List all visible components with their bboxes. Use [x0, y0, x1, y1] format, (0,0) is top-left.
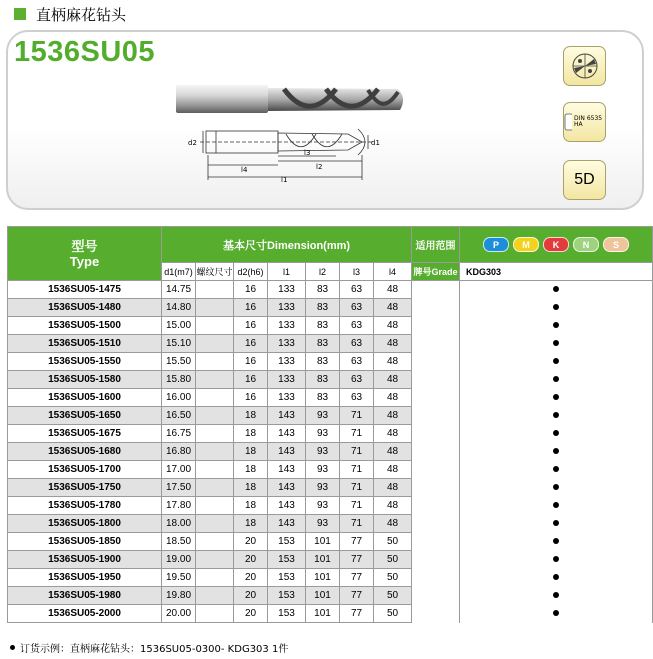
cell-l1: 153: [268, 569, 306, 587]
cell-grade-blank: [412, 371, 460, 389]
material-p-badge: P: [483, 237, 509, 252]
cell-type: 1536SU05-1580: [8, 371, 162, 389]
cell-l4: 48: [374, 407, 412, 425]
cell-grade: [460, 425, 653, 443]
cell-l1: 143: [268, 461, 306, 479]
cell-d2: 20: [234, 551, 268, 569]
cell-d1: 15.10: [162, 335, 196, 353]
section-header: [14, 4, 126, 24]
label-l2: l2: [316, 163, 323, 171]
table-row: [8, 587, 653, 605]
order-example: [10, 640, 288, 655]
availability-dot-icon: [553, 502, 559, 508]
cell-l4: 48: [374, 515, 412, 533]
availability-dot-icon: [553, 610, 559, 616]
cell-d2: 16: [234, 353, 268, 371]
header-l2: l2: [306, 263, 340, 281]
cell-grade-blank: [412, 569, 460, 587]
cell-l3: 77: [340, 587, 374, 605]
cell-grade: [460, 317, 653, 335]
cell-d2: 16: [234, 281, 268, 299]
cell-d1: 19.80: [162, 587, 196, 605]
availability-dot-icon: [553, 304, 559, 310]
cell-l1: 143: [268, 479, 306, 497]
cell-type: 1536SU05-1800: [8, 515, 162, 533]
cell-thread: [196, 497, 234, 515]
cell-l2: 93: [306, 515, 340, 533]
cell-l2: 101: [306, 551, 340, 569]
cell-grade: [460, 515, 653, 533]
cell-grade-blank: [412, 425, 460, 443]
cell-l4: 48: [374, 353, 412, 371]
cell-thread: [196, 443, 234, 461]
cell-l2: 83: [306, 335, 340, 353]
header-d1: d1(m7): [162, 263, 196, 281]
cell-l3: 63: [340, 335, 374, 353]
cell-l3: 77: [340, 551, 374, 569]
cell-l1: 143: [268, 497, 306, 515]
cell-l4: 48: [374, 443, 412, 461]
cell-d1: 16.80: [162, 443, 196, 461]
label-d1: d1: [371, 139, 380, 147]
coolant-badge: [563, 46, 606, 86]
cell-l2: 83: [306, 281, 340, 299]
table-row: [8, 497, 653, 515]
cell-d2: 18: [234, 479, 268, 497]
cell-d1: 16.50: [162, 407, 196, 425]
header-type-cn: 型号: [71, 238, 98, 254]
cell-type: 1536SU05-1780: [8, 497, 162, 515]
availability-dot-icon: [553, 394, 559, 400]
table-row: [8, 317, 653, 335]
cell-d2: 16: [234, 371, 268, 389]
cell-l2: 93: [306, 497, 340, 515]
cell-l4: 50: [374, 569, 412, 587]
cell-thread: [196, 407, 234, 425]
cell-type: 1536SU05-1900: [8, 551, 162, 569]
cell-l4: 48: [374, 371, 412, 389]
cell-d2: 20: [234, 569, 268, 587]
material-pills: [460, 227, 653, 263]
cell-thread: [196, 335, 234, 353]
cell-grade: [460, 479, 653, 497]
cell-grade-blank: [412, 587, 460, 605]
cell-l3: 71: [340, 443, 374, 461]
cell-l3: 71: [340, 515, 374, 533]
header-thread: 螺纹尺寸: [196, 263, 234, 281]
cell-d1: 19.50: [162, 569, 196, 587]
cell-grade: [460, 533, 653, 551]
cell-l4: 48: [374, 335, 412, 353]
header-l4: l4: [374, 263, 412, 281]
cell-d2: 18: [234, 407, 268, 425]
cell-thread: [196, 371, 234, 389]
cell-l2: 83: [306, 317, 340, 335]
cell-grade: [460, 335, 653, 353]
cell-l3: 63: [340, 353, 374, 371]
cell-grade: [460, 497, 653, 515]
order-example-text: 订货示例：直柄麻花钻头：1536SU05-0300- KDG303 1件: [20, 644, 289, 655]
cell-d1: 16.75: [162, 425, 196, 443]
cell-grade: [460, 407, 653, 425]
availability-dot-icon: [553, 466, 559, 472]
cell-l1: 143: [268, 515, 306, 533]
cell-grade: [460, 299, 653, 317]
cell-grade-blank: [412, 497, 460, 515]
cell-d2: 16: [234, 299, 268, 317]
cell-l4: 48: [374, 317, 412, 335]
cell-grade-blank: [412, 335, 460, 353]
header-applicable: 适用范围: [412, 227, 460, 263]
table-row: [8, 479, 653, 497]
cell-l2: 101: [306, 569, 340, 587]
table-row: [8, 533, 653, 551]
cell-l3: 77: [340, 605, 374, 623]
cell-l2: 93: [306, 425, 340, 443]
drill-photo: [176, 84, 408, 116]
cell-l2: 93: [306, 443, 340, 461]
cell-d2: 20: [234, 605, 268, 623]
cell-l3: 71: [340, 497, 374, 515]
cell-grade-blank: [412, 551, 460, 569]
din-badge: [563, 102, 606, 142]
cell-d1: 17.80: [162, 497, 196, 515]
cell-grade: [460, 587, 653, 605]
depth-badge: [563, 160, 606, 200]
table-row: [8, 443, 653, 461]
cell-type: 1536SU05-1675: [8, 425, 162, 443]
cell-grade-blank: [412, 281, 460, 299]
cell-l1: 143: [268, 425, 306, 443]
cell-thread: [196, 479, 234, 497]
cell-thread: [196, 587, 234, 605]
cell-l4: 48: [374, 281, 412, 299]
table-row: [8, 407, 653, 425]
cell-d2: 18: [234, 461, 268, 479]
cell-thread: [196, 569, 234, 587]
cell-l1: 133: [268, 389, 306, 407]
cell-type: 1536SU05-2000: [8, 605, 162, 623]
cell-l2: 83: [306, 299, 340, 317]
cell-l1: 133: [268, 281, 306, 299]
header-type: [8, 227, 162, 281]
cell-grade-blank: [412, 299, 460, 317]
cell-l4: 48: [374, 425, 412, 443]
cell-l4: 48: [374, 299, 412, 317]
cell-thread: [196, 515, 234, 533]
table-row: [8, 335, 653, 353]
cell-l4: 48: [374, 461, 412, 479]
cell-l2: 101: [306, 533, 340, 551]
cell-d2: 18: [234, 497, 268, 515]
table-row: [8, 425, 653, 443]
cell-type: 1536SU05-1850: [8, 533, 162, 551]
cell-l1: 133: [268, 353, 306, 371]
label-l3: l3: [304, 149, 311, 157]
availability-dot-icon: [553, 340, 559, 346]
cell-l4: 50: [374, 551, 412, 569]
cell-l3: 71: [340, 461, 374, 479]
cell-grade: [460, 389, 653, 407]
cell-grade-blank: [412, 461, 460, 479]
cell-type: 1536SU05-1480: [8, 299, 162, 317]
cell-l1: 133: [268, 317, 306, 335]
cell-l3: 71: [340, 479, 374, 497]
availability-dot-icon: [553, 322, 559, 328]
cell-type: 1536SU05-1550: [8, 353, 162, 371]
cell-l1: 133: [268, 335, 306, 353]
cell-d1: 14.80: [162, 299, 196, 317]
availability-dot-icon: [553, 358, 559, 364]
availability-dot-icon: [553, 556, 559, 562]
cell-d2: 18: [234, 515, 268, 533]
cell-l1: 153: [268, 587, 306, 605]
cell-thread: [196, 605, 234, 623]
cell-d2: 16: [234, 335, 268, 353]
cell-type: 1536SU05-1750: [8, 479, 162, 497]
availability-dot-icon: [553, 538, 559, 544]
header-grade: 牌号Grade: [412, 263, 460, 281]
cell-l1: 143: [268, 443, 306, 461]
cell-thread: [196, 317, 234, 335]
header-d2: d2(h6): [234, 263, 268, 281]
cell-l2: 93: [306, 407, 340, 425]
availability-dot-icon: [553, 430, 559, 436]
cell-grade-blank: [412, 605, 460, 623]
cell-grade: [460, 353, 653, 371]
availability-dot-icon: [553, 574, 559, 580]
cell-type: 1536SU05-1500: [8, 317, 162, 335]
cell-d1: 20.00: [162, 605, 196, 623]
shank-icon: [564, 113, 572, 131]
cell-l3: 63: [340, 389, 374, 407]
cell-d2: 16: [234, 389, 268, 407]
cell-d2: 20: [234, 533, 268, 551]
table-row: [8, 605, 653, 623]
cell-d2: 20: [234, 587, 268, 605]
product-model: 1536SU05: [14, 36, 156, 68]
cell-type: 1536SU05-1950: [8, 569, 162, 587]
cell-l1: 153: [268, 533, 306, 551]
cell-d1: 18.00: [162, 515, 196, 533]
cell-l4: 48: [374, 389, 412, 407]
cell-l1: 133: [268, 299, 306, 317]
section-marker: [14, 8, 26, 20]
label-d2: d2: [188, 139, 197, 147]
cell-grade-blank: [412, 479, 460, 497]
cell-d1: 19.00: [162, 551, 196, 569]
availability-dot-icon: [553, 592, 559, 598]
cell-l2: 93: [306, 479, 340, 497]
cell-l2: 101: [306, 587, 340, 605]
cell-d1: 18.50: [162, 533, 196, 551]
cell-thread: [196, 353, 234, 371]
availability-dot-icon: [553, 520, 559, 526]
cell-l2: 93: [306, 461, 340, 479]
cell-l3: 77: [340, 569, 374, 587]
cell-d1: 17.50: [162, 479, 196, 497]
cell-grade-blank: [412, 533, 460, 551]
table-row: [8, 461, 653, 479]
cell-grade: [460, 443, 653, 461]
cell-l3: 63: [340, 299, 374, 317]
cell-grade: [460, 461, 653, 479]
table-row: [8, 551, 653, 569]
material-m-badge: M: [513, 237, 539, 252]
availability-dot-icon: [553, 484, 559, 490]
coolant-through-icon: [570, 51, 600, 81]
availability-dot-icon: [553, 448, 559, 454]
cell-l2: 83: [306, 389, 340, 407]
cell-grade-blank: [412, 389, 460, 407]
table-row: [8, 299, 653, 317]
cell-l3: 63: [340, 317, 374, 335]
cell-l1: 143: [268, 407, 306, 425]
cell-d1: 17.00: [162, 461, 196, 479]
availability-dot-icon: [553, 412, 559, 418]
availability-dot-icon: [553, 376, 559, 382]
cell-l2: 83: [306, 371, 340, 389]
cell-type: 1536SU05-1650: [8, 407, 162, 425]
label-l4: l4: [241, 166, 248, 174]
cell-thread: [196, 389, 234, 407]
cell-type: 1536SU05-1980: [8, 587, 162, 605]
cell-l1: 153: [268, 551, 306, 569]
table-row: [8, 515, 653, 533]
cell-grade: [460, 551, 653, 569]
cell-l2: 83: [306, 353, 340, 371]
depth-label: 5D: [574, 171, 595, 188]
cell-d1: 14.75: [162, 281, 196, 299]
cell-grade-blank: [412, 317, 460, 335]
header-l3: l3: [340, 263, 374, 281]
cell-d2: 18: [234, 443, 268, 461]
cell-l4: 50: [374, 587, 412, 605]
table-row: [8, 569, 653, 587]
cell-l1: 133: [268, 371, 306, 389]
cell-grade: [460, 371, 653, 389]
cell-d1: 15.00: [162, 317, 196, 335]
header-grade-value: KDG303: [460, 263, 653, 281]
cell-d1: 15.80: [162, 371, 196, 389]
cell-grade: [460, 569, 653, 587]
cell-d1: 15.50: [162, 353, 196, 371]
cell-type: 1536SU05-1475: [8, 281, 162, 299]
cell-thread: [196, 461, 234, 479]
dimension-drawing: [186, 125, 382, 183]
cell-l4: 50: [374, 533, 412, 551]
cell-l3: 71: [340, 425, 374, 443]
header-type-en: Type: [69, 253, 100, 269]
availability-dot-icon: [553, 286, 559, 292]
header-dimension: 基本尺寸Dimension(mm): [162, 227, 412, 263]
cell-l3: 63: [340, 371, 374, 389]
cell-type: 1536SU05-1680: [8, 443, 162, 461]
table-row: [8, 353, 653, 371]
cell-d2: 18: [234, 425, 268, 443]
cell-thread: [196, 281, 234, 299]
cell-thread: [196, 299, 234, 317]
cell-l3: 63: [340, 281, 374, 299]
din-standard-text: DIN 6535 HA: [574, 115, 603, 128]
cell-grade-blank: [412, 443, 460, 461]
material-k-badge: K: [543, 237, 569, 252]
cell-d2: 16: [234, 317, 268, 335]
cell-l3: 71: [340, 407, 374, 425]
cell-thread: [196, 425, 234, 443]
cell-thread: [196, 533, 234, 551]
cell-type: 1536SU05-1600: [8, 389, 162, 407]
cell-grade: [460, 605, 653, 623]
material-n-badge: N: [573, 237, 599, 252]
cell-l4: 48: [374, 497, 412, 515]
cell-l4: 48: [374, 479, 412, 497]
cell-l4: 50: [374, 605, 412, 623]
cell-l2: 101: [306, 605, 340, 623]
bullet-icon: [10, 645, 15, 650]
section-title: 直柄麻花钻头: [36, 5, 127, 24]
table-row: [8, 389, 653, 407]
cell-type: 1536SU05-1510: [8, 335, 162, 353]
cell-grade-blank: [412, 353, 460, 371]
cell-l1: 153: [268, 605, 306, 623]
cell-d1: 16.00: [162, 389, 196, 407]
table-row: [8, 371, 653, 389]
spec-table: [7, 226, 653, 623]
cell-grade-blank: [412, 515, 460, 533]
material-s-badge: S: [603, 237, 629, 252]
label-l1: l1: [281, 176, 288, 183]
header-l1: l1: [268, 263, 306, 281]
cell-l3: 77: [340, 533, 374, 551]
cell-thread: [196, 551, 234, 569]
cell-grade: [460, 281, 653, 299]
cell-grade-blank: [412, 407, 460, 425]
cell-type: 1536SU05-1700: [8, 461, 162, 479]
table-row: [8, 281, 653, 299]
